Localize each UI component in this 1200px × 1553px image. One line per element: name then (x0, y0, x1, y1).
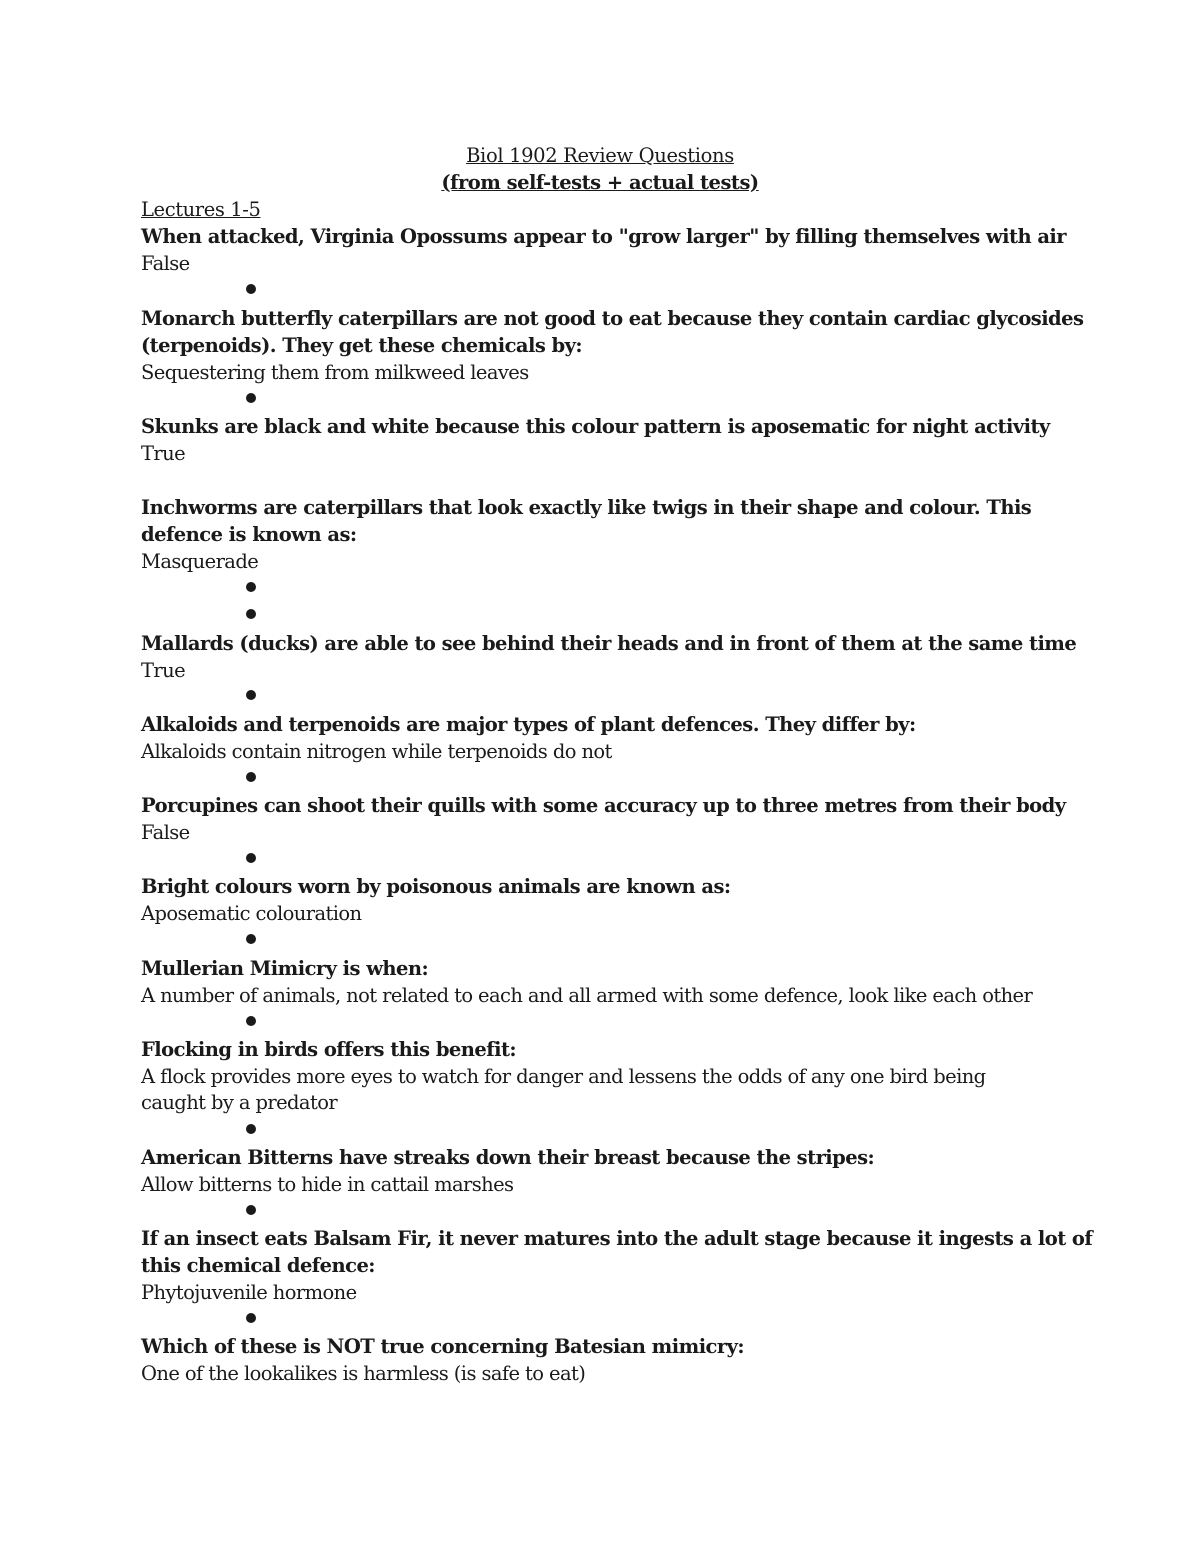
bullet-point (246, 772, 256, 782)
answer-6: Alkaloids contain nitrogen while terpenoids do not (141, 740, 612, 763)
answer-1: False (141, 252, 190, 275)
answer-10: A flock provides more eyes to watch for danger and lessens the odds of any one bird being (141, 1065, 986, 1088)
bullet-point (246, 853, 256, 863)
question-5: Mallards (ducks) are able to see behind their heads and in front of them at the same time (141, 632, 1077, 655)
document-subtitle: (from self-tests + actual tests) (441, 171, 759, 194)
bullet-point (246, 934, 256, 944)
question-2-line-2: (terpenoids). They get these chemicals by: (141, 334, 583, 357)
question-12-line-2: this chemical defence: (141, 1254, 375, 1277)
answer-12: Phytojuvenile hormone (141, 1281, 357, 1304)
bullet-point (246, 1016, 256, 1026)
bullet-point (246, 690, 256, 700)
bullet-point (246, 609, 256, 619)
document-title: Biol 1902 Review Questions (466, 144, 734, 167)
section-heading: Lectures 1-5 (141, 198, 261, 221)
answer-2: Sequestering them from milkweed leaves (141, 361, 529, 384)
answer-4: Masquerade (141, 550, 259, 573)
answer-8: Aposematic colouration (141, 902, 362, 925)
question-11: American Bitterns have streaks down their breast because the stripes: (141, 1146, 875, 1169)
bullet-point (246, 284, 256, 294)
bullet-point (246, 582, 256, 592)
question-12: If an insect eats Balsam Fir, it never matures into the adult stage because it ingests a lot of (141, 1227, 1093, 1250)
answer-7: False (141, 821, 190, 844)
question-4: Inchworms are caterpillars that look exactly like twigs in their shape and colour. This (141, 496, 1032, 519)
question-7: Porcupines can shoot their quills with some accuracy up to three metres from their body (141, 794, 1066, 817)
question-13: Which of these is NOT true concerning Batesian mimicry: (141, 1335, 745, 1358)
question-3: Skunks are black and white because this colour pattern is aposematic for night activity (141, 415, 1050, 438)
bullet-point (246, 1205, 256, 1215)
answer-11: Allow bitterns to hide in cattail marshes (141, 1173, 514, 1196)
question-9: Mullerian Mimicry is when: (141, 957, 429, 980)
question-10: Flocking in birds offers this benefit: (141, 1038, 517, 1061)
question-4-line-2: defence is known as: (141, 523, 357, 546)
answer-13: One of the lookalikes is harmless (is safe to eat) (141, 1362, 586, 1385)
question-2: Monarch butterfly caterpillars are not good to eat because they contain cardiac glycosides (141, 307, 1084, 330)
bullet-point (246, 1313, 256, 1323)
question-8: Bright colours worn by poisonous animals are known as: (141, 875, 731, 898)
question-6: Alkaloids and terpenoids are major types of plant defences. They differ by: (141, 713, 916, 736)
answer-10-line-2: caught by a predator (141, 1091, 338, 1114)
answer-3: True (141, 442, 186, 465)
question-1: When attacked, Virginia Opossums appear to "grow larger" by filling themselves with air (141, 225, 1066, 248)
answer-9: A number of animals, not related to each and all armed with some defence, look like each other (141, 984, 1033, 1007)
answer-5: True (141, 659, 186, 682)
bullet-point (246, 393, 256, 403)
bullet-point (246, 1124, 256, 1134)
